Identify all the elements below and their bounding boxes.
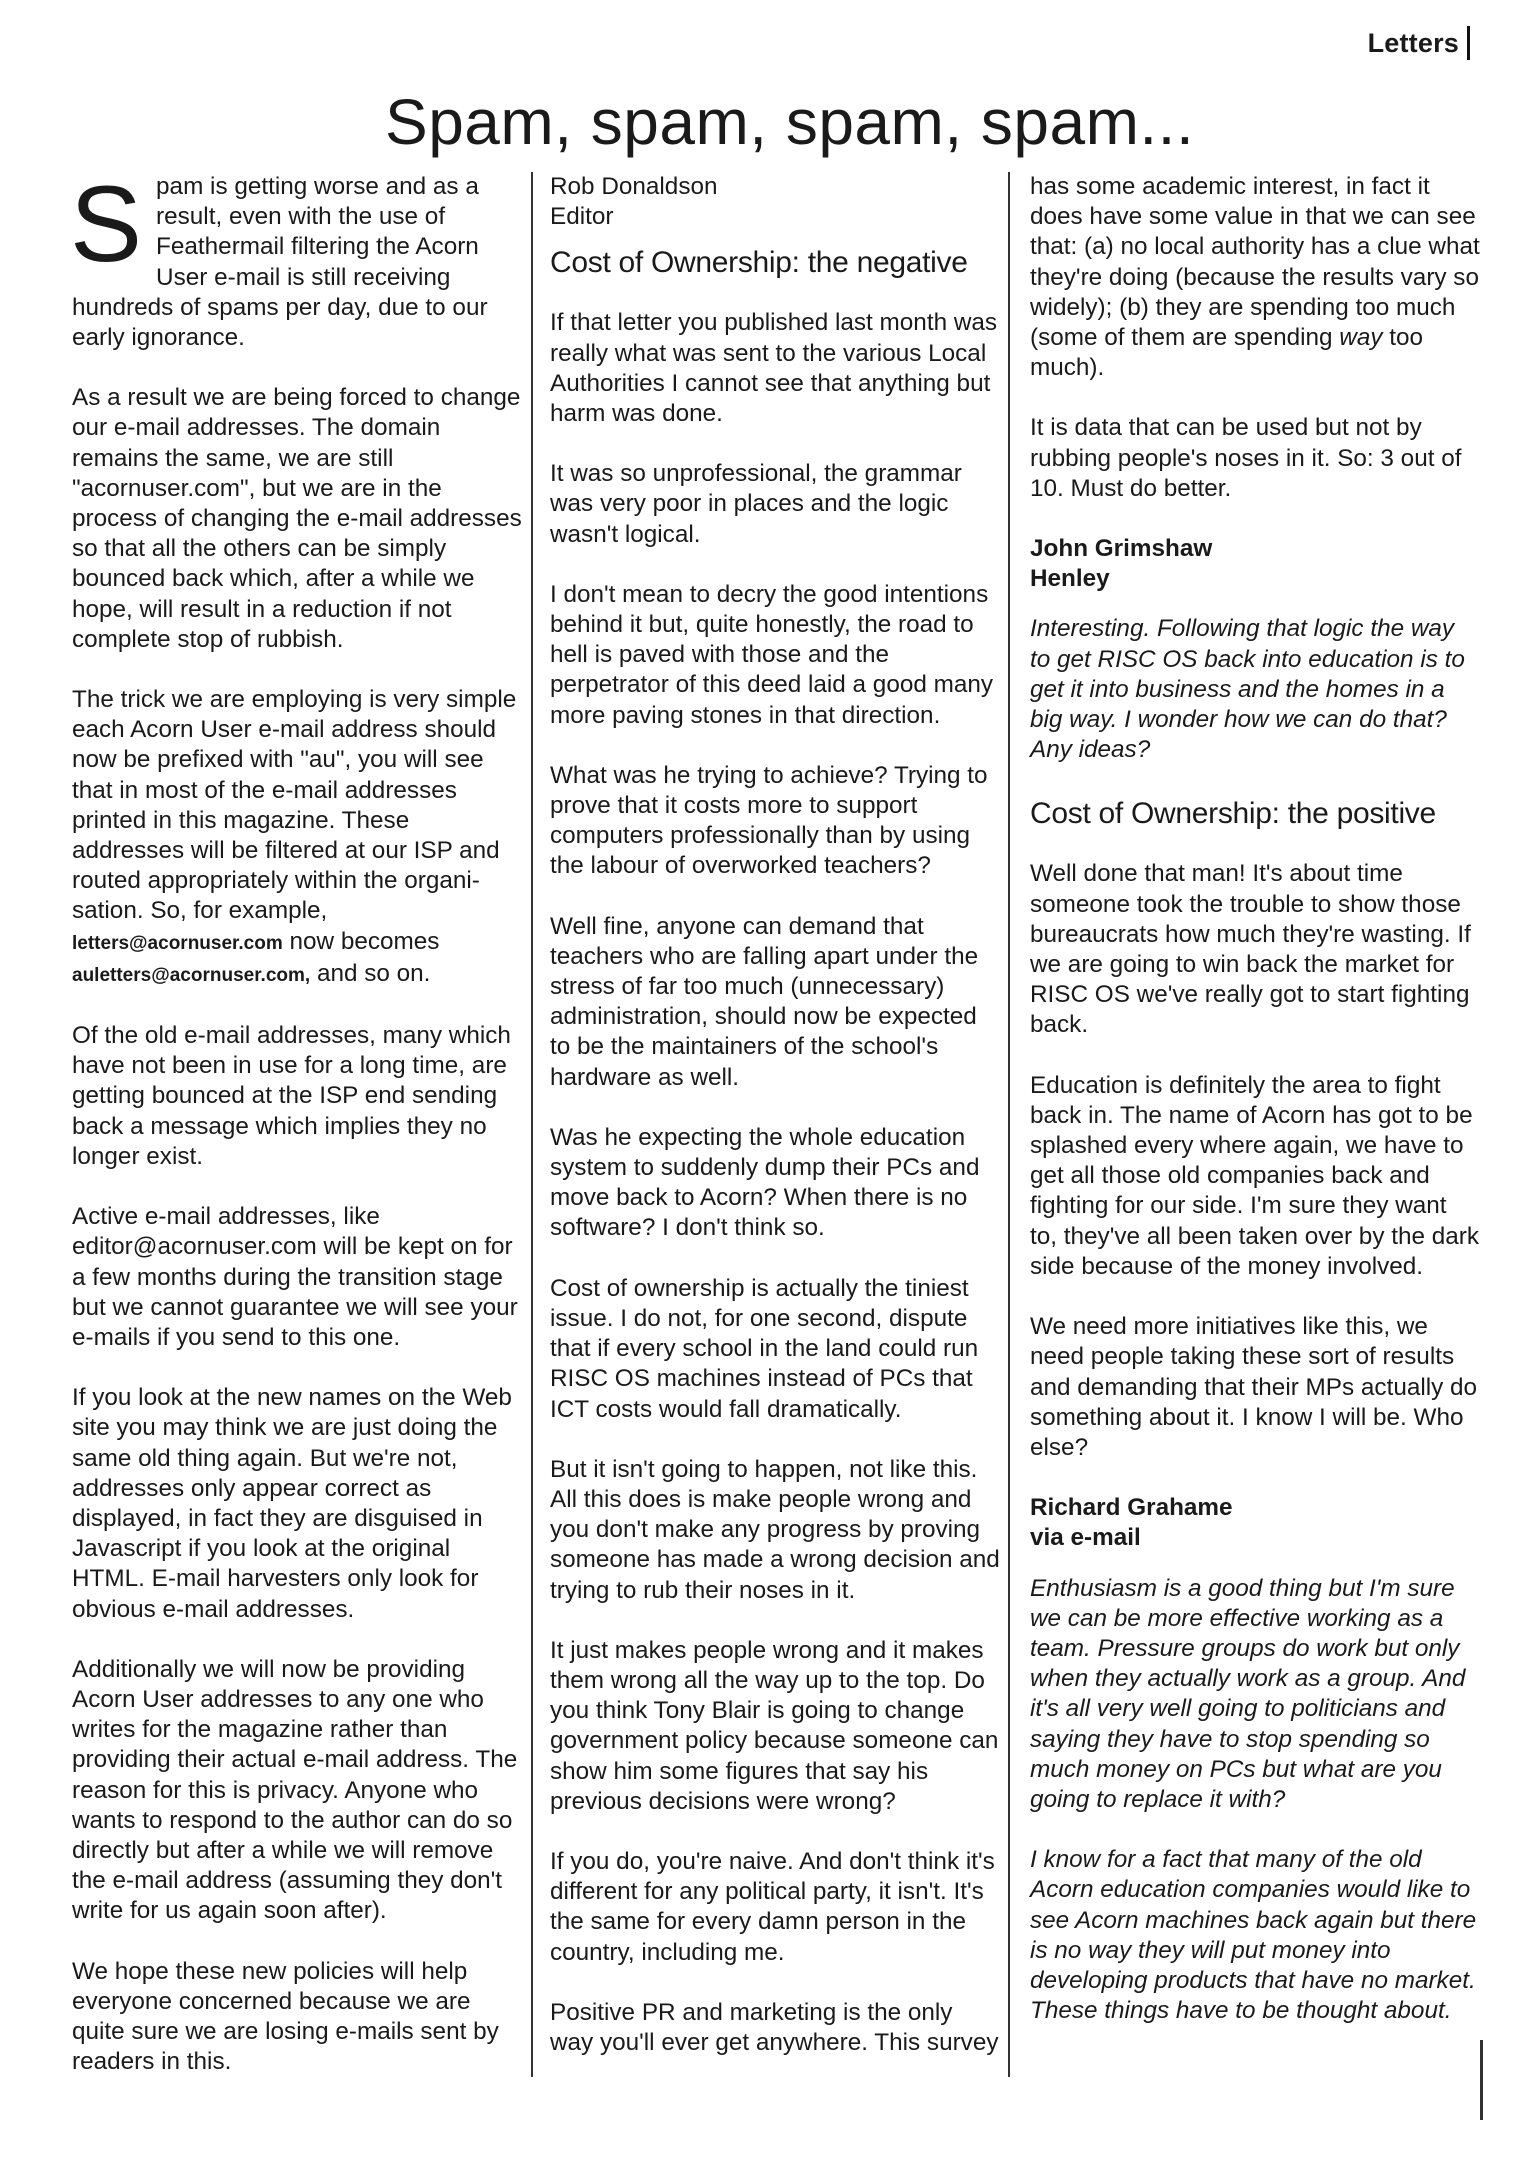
editorial-paragraph: Of the old e-mail addresses, many which have not been in use for a long time, are getting bounced at the ISP end sending back a message which implies they no longer exist. [72, 1022, 511, 1170]
paragraph-text: pam is getting worse and as a result, even with the use of Feathermail filtering the Acorn User e-mail is still receiving hundreds of spams per day, due to our early ignorance. [72, 173, 488, 352]
paragraph-text: now becomes [289, 927, 440, 955]
paragraph-text: has some academic interest, in fact it does have some value in that we can see that: (a) no local authority has a clue what they're doing (because the results vary so widely); (b) they are spending too much (some of them are spending [1030, 173, 1480, 352]
editorial-paragraph: If you look at the new names on the Web site you may think we are just doing the same old thing again. But we're not, addresses only appear correct as displayed, in fact they are disguised in Javascript if you look at the original HTML. E-mail harvesters only look for obvious e-mail addresses. [72, 1384, 512, 1623]
letter-paragraph: Positive PR and marketing is the only way you'll ever get anywhere. This survey [550, 1998, 999, 2056]
editorial-paragraph [72, 685, 522, 991]
letter-paragraph: If that letter you published last month was really what was sent to the various Local Authorities I cannot see that anything but harm was done. [550, 309, 998, 428]
letter-paragraph: It just makes people wrong and it makes them wrong all the way up to the top. Do you think Tony Blair is going to change government policy because someone can show him some figures that say his previous decisions were wrong? [550, 1636, 999, 1815]
page-title: Spam, spam, spam, spam... [385, 86, 1195, 158]
editorial-paragraph: As a result we are being forced to change our e-mail addresses. The domain remains the same, we are still "acornuser.com", but we are in the process of changing the e-mail addresses so that all the others can be simply bounced back which, after a while we hope, will result in a reduction if not complete stop of rubbish. [72, 384, 522, 653]
letter-signature [1030, 1493, 1480, 1553]
signature-name: Rob Donaldson [550, 173, 718, 200]
editorial-paragraph [70, 163, 522, 353]
column-divider [1008, 172, 1010, 2077]
letter-paragraph: Well done that man! It's about time someone took the trouble to show those bureaucrats how much they're wasting. If we are going to win back the market for RISC OS we've really got to start fighting back. [1030, 860, 1471, 1039]
editor-reply: Enthusiasm is a good thing but I'm sure we can be more effective working as a team. Pressure groups do work but only when they actually work as a group. And it's all very well going to politicians and saying they have to stop spending so much money on PCs but what are you going to replace it with? [1030, 1574, 1466, 1813]
paragraph-text: too much). [1030, 324, 1424, 382]
email-address-new: auletters@acornuser.com, [72, 964, 311, 986]
signature-place: Henley [1030, 565, 1110, 593]
letter-paragraph: What was he trying to achieve? Trying to prove that it costs more to support computers professionally than by using the labour of overworked teachers? [550, 761, 988, 880]
letter-paragraph: Education is definitely the area to fight back in. The name of Acorn has got to be splashed every where again, we have to get all those old companies back and fighting for our side. I'm sure they want to, they've all been taken over by the dark side because of the money involved. [1030, 1071, 1480, 1280]
page-edge-marker [1480, 2040, 1483, 2120]
letter-signature [1030, 534, 1480, 594]
editor-reply: Interesting. Following that logic the way to get RISC OS back into education is to get it into business and the homes in a big way. I wonder how we can do that? Any ideas? [1030, 615, 1465, 764]
letter-paragraph: But it isn't going to happen, not like this. All this does is make people wrong and you don't make any progress by proving someone has made a wrong decision and trying to rub their noses in it. [550, 1455, 1000, 1604]
editor-reply: I know for a fact that many of the old Acorn education companies would like to see Acorn machines back again but there is no way they will put money into developing products that have no market. These things have to be thought about. [1030, 1846, 1477, 2025]
signature-name: Richard Grahame [1030, 1494, 1233, 1522]
signature-name: John Grimshaw [1030, 535, 1213, 563]
emphasis: way [1339, 324, 1383, 352]
letter-paragraph: It is data that can be used but not by rubbing people's noses in it. So: 3 out of 10. Must do better. [1030, 414, 1462, 502]
letter-paragraph: It was so unprofessional, the grammar was very poor in places and the logic wasn't logical. [550, 460, 962, 548]
letter-subheading: Cost of Ownership: the negative [550, 246, 968, 280]
editorial-paragraph: Additionally we will now be providing Acorn User addresses to any one who writes for the magazine rather than providing their actual e-mail address. The reason for this is privacy. Anyone who wants to respond to the author can do so directly but after a while we will remove the e-mail address (assuming they don't write for us again soon after). [72, 1655, 518, 1925]
signature-role: Editor [550, 203, 614, 231]
letter-paragraph: Cost of ownership is actually the tiniest issue. I do not, for one second, dispute that if every school in the land could run RISC OS machines instead of PCs that ICT costs would fall dramatically. [550, 1274, 979, 1423]
drop-cap: S [70, 163, 143, 284]
paragraph-text: and so on. [316, 959, 431, 987]
section-label: Letters [1368, 26, 1470, 60]
editorial-paragraph: We hope these new policies will help everyone concerned because we are quite sure we are losing e-mails sent by readers in this. [72, 1957, 499, 2076]
column-divider [531, 172, 533, 2077]
letter-paragraph: I don't mean to decry the good intentions behind it but, quite honestly, the road to hell is paved with those and the perpetrator of this deed laid a good many more paving stones in that direction. [550, 580, 994, 729]
paragraph-text: The trick we are employing is very simple each Acorn User e-mail address should now be prefixed with "au", you will see that in most of the e-mail addresses printed in this magazine. These addresses will be filtered at our ISP and routed appropriately within the organi- sation. So, for example, [72, 686, 517, 925]
letter-paragraph: If you do, you're naive. And don't think it's different for any political party, it isn't. It's the same for every damn person in the country, including me. [550, 1847, 995, 1966]
letter-paragraph: We need more initiatives like this, we need people taking these sort of results and demanding that their MPs actually do something about it. I know I will be. Who else? [1030, 1313, 1478, 1461]
letter-paragraph: Was he expecting the whole education system to suddenly dump their PCs and move back to Acorn? When there is no software? I don't think so. [550, 1123, 980, 1242]
letter-subheading: Cost of Ownership: the positive [1030, 797, 1436, 831]
letter-paragraph [1030, 172, 1480, 383]
column-letters-1 [550, 172, 1000, 2088]
column-editorial [70, 163, 522, 2107]
column-letters-2 [1030, 172, 1480, 2056]
email-address-old: letters@acornuser.com [72, 932, 283, 954]
signature-place: via e-mail [1030, 1524, 1141, 1552]
editorial-paragraph: Active e-mail addresses, like editor@acornuser.com will be kept on for a few months during the transition stage but we cannot guarantee we will see your e-mails if you send to this one. [72, 1203, 518, 1351]
letter-paragraph: Well fine, anyone can demand that teachers who are falling apart under the stress of far too much (unnecessary) administration, should now be expected to be the maintainers of the school's hardware as well. [550, 912, 979, 1091]
